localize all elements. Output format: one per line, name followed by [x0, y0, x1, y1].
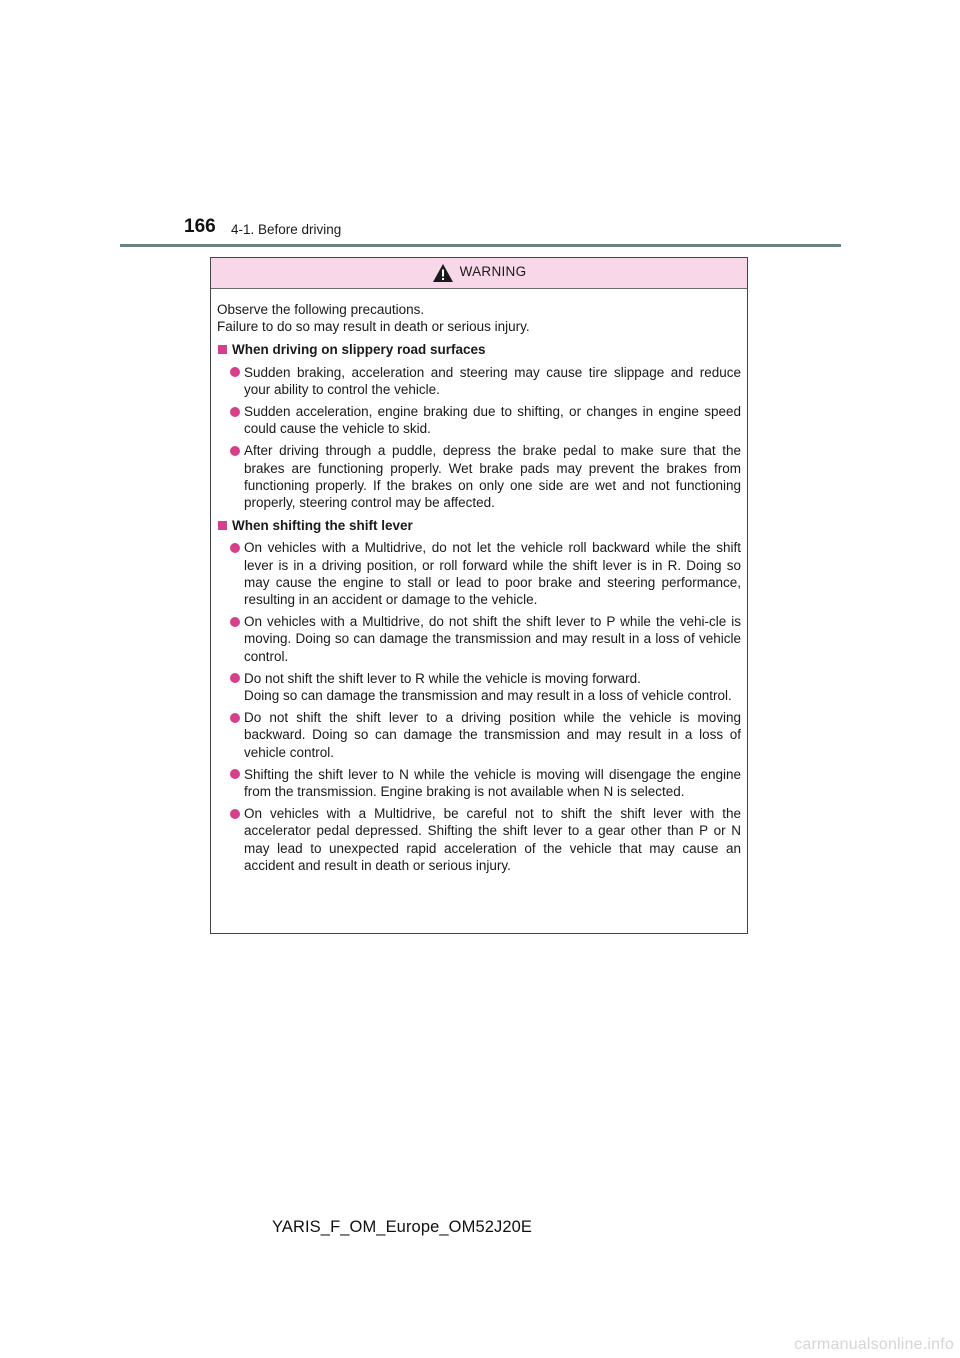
- circle-bullet-icon: [230, 543, 240, 553]
- square-bullet-icon: [218, 345, 227, 354]
- list-item-text: Sudden acceleration, engine braking due to shifting, or changes in engine speed could cause the vehicle to skid.: [244, 404, 741, 437]
- list-item-text: On vehicles with a Multidrive, do not let the vehicle roll backward while the shift lever is in a driving position, or roll forward while the shift lever is in R. Doing so may cause the engine to stall or lead to poor brake and steering performance, resulting in an accident or damage to the vehicle.: [244, 540, 741, 608]
- page-number: 166: [184, 216, 216, 237]
- list-item: [217, 364, 741, 398]
- list-item-text: Shifting the shift lever to N while the vehicle is moving will disengage the engine from the transmission. Engine braking is not available when N is selected.: [244, 766, 741, 800]
- circle-bullet-icon: [230, 809, 240, 819]
- circle-bullet-icon: [230, 769, 240, 779]
- square-bullet-icon: [218, 521, 227, 530]
- subheading-text: When shifting the shift lever: [232, 518, 413, 534]
- watermark: carmanualsonline.info: [794, 1336, 954, 1353]
- list-item-text: Sudden braking, acceleration and steering may cause tire slippage and reduce your ability to control the vehicle.: [244, 364, 741, 397]
- subheading: [217, 517, 741, 534]
- list-item: [217, 539, 741, 608]
- intro-line: Failure to do so may result in death or serious injury.: [217, 319, 530, 335]
- list-item-text: Do not shift the shift lever to R while the vehicle is moving forward. Doing so can damage the transmission and may result in a loss of vehicle control.: [244, 670, 732, 704]
- warning-title: WARNING: [459, 264, 527, 279]
- circle-bullet-icon: [230, 673, 240, 683]
- list-item: [217, 613, 741, 665]
- list-item: [217, 442, 741, 511]
- circle-bullet-icon: [230, 617, 240, 627]
- header-rule: [120, 244, 841, 247]
- list-item-text: On vehicles with a Multidrive, be careful not to shift the shift lever with the accelerator pedal depressed. Shifting the shift lever to a gear other than P or N may lead to unexpected rapid acceleration of the vehicle that may cause an accident and result in death or serious injury.: [244, 806, 741, 873]
- list-item-text: Do not shift the shift lever to a driving position while the vehicle is moving backward. Doing so can damage the transmission and may result in a loss of vehicle control.: [244, 710, 741, 760]
- document-code: YARIS_F_OM_Europe_OM52J20E: [272, 1218, 533, 1236]
- warning-box: [210, 257, 748, 934]
- list-item: [217, 403, 741, 437]
- circle-bullet-icon: [230, 446, 240, 456]
- subheading: [217, 341, 741, 358]
- warning-header: [211, 258, 747, 289]
- circle-bullet-icon: [230, 407, 240, 417]
- circle-bullet-icon: [230, 367, 240, 377]
- list-item: [217, 709, 741, 761]
- list-item-text: On vehicles with a Multidrive, do not shift the shift lever to P while the vehi-cle is moving. Doing so can damage the transmission and may result in a loss of vehicle control.: [244, 614, 741, 664]
- list-item-text: After driving through a puddle, depress the brake pedal to make sure that the brakes are functioning properly. Wet brake pads may prevent the brakes from functioning properly. If the brakes on only one side are wet and not functioning properly, steering control may be affected.: [244, 443, 741, 511]
- list-item: [217, 805, 741, 874]
- warning-triangle-icon: [432, 263, 454, 283]
- section-title: 4-1. Before driving: [231, 222, 342, 237]
- list-item: [217, 766, 741, 800]
- subheading-text: When driving on slippery road surfaces: [232, 342, 486, 358]
- intro-line: Observe the following precautions.: [217, 302, 425, 317]
- list-item: [217, 670, 741, 704]
- circle-bullet-icon: [230, 713, 240, 723]
- warning-body: [211, 289, 747, 874]
